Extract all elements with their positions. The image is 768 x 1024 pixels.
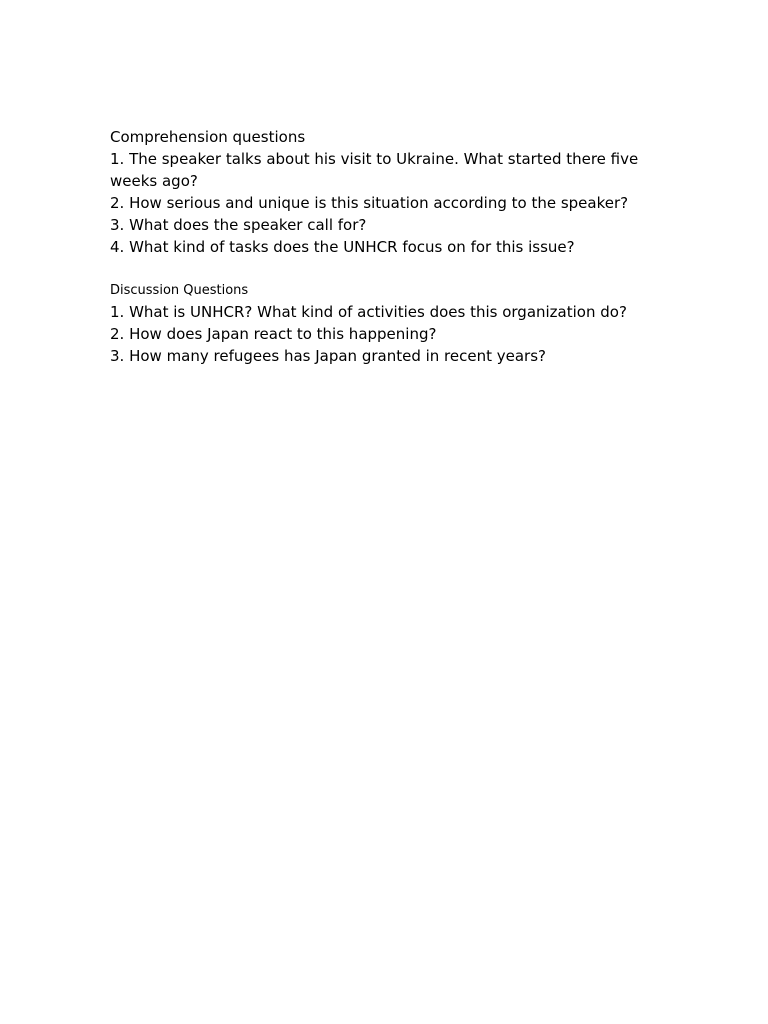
section-spacer xyxy=(110,258,670,281)
document-page xyxy=(110,126,670,367)
comprehension-question-list xyxy=(110,148,670,258)
comprehension-title: Comprehension questions xyxy=(110,128,306,146)
comprehension-question-3: 3. What does the speaker call for? xyxy=(110,216,367,234)
comprehension-question-1: 1. The speaker talks about his visit to Ukraine. What started there five weeks ago? xyxy=(110,150,639,190)
discussion-question-2: 2. How does Japan react to this happening? xyxy=(110,325,437,343)
discussion-section xyxy=(110,281,670,367)
discussion-title: Discussion Questions xyxy=(110,283,249,298)
comprehension-section xyxy=(110,126,670,258)
comprehension-question-4: 4. What kind of tasks does the UNHCR focus on for this issue? xyxy=(110,238,575,256)
comprehension-question-2: 2. How serious and unique is this situation according to the speaker? xyxy=(110,194,629,212)
discussion-question-3: 3. How many refugees has Japan granted in recent years? xyxy=(110,347,546,365)
discussion-question-list xyxy=(110,301,670,367)
discussion-question-1: 1. What is UNHCR? What kind of activities does this organization do? xyxy=(110,303,627,321)
